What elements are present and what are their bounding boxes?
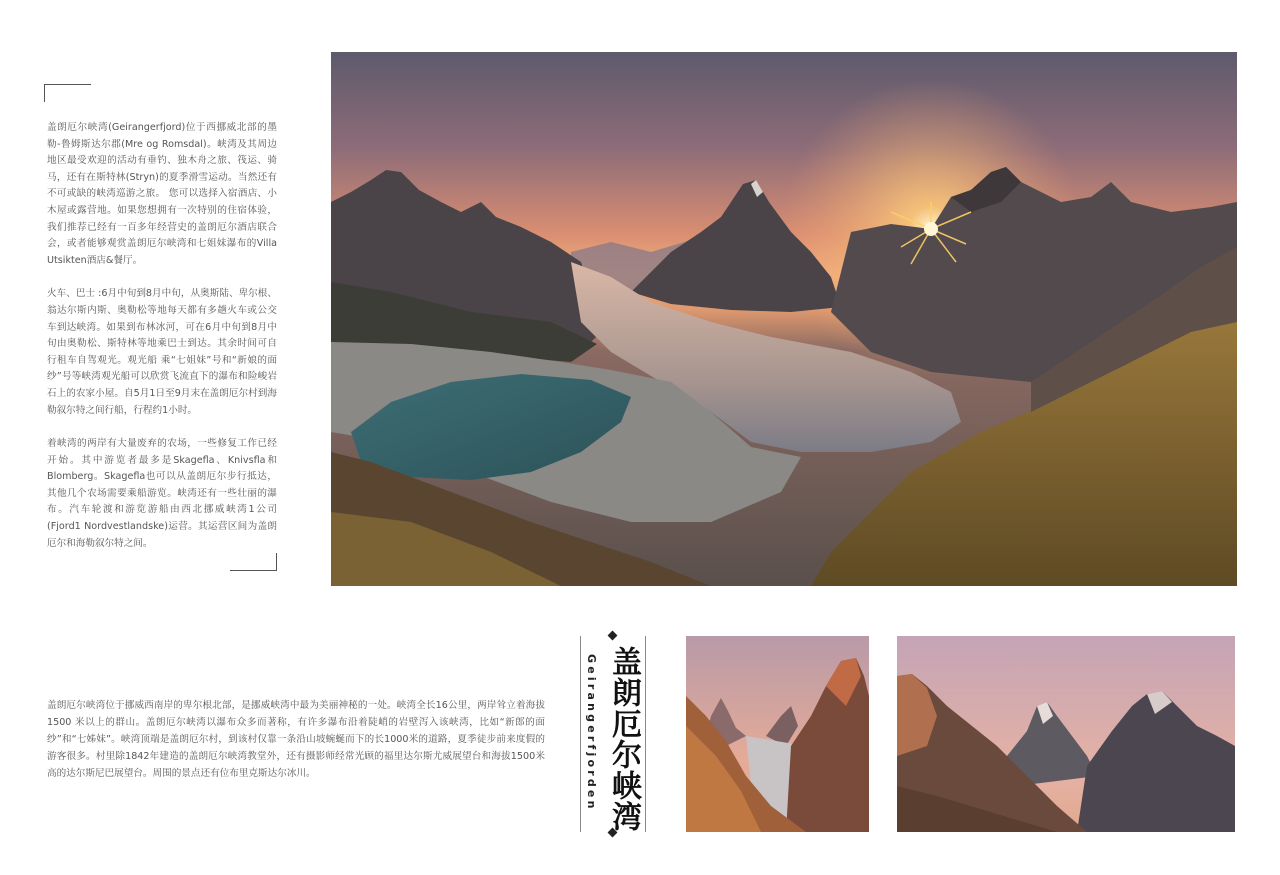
- side-paragraph-3: 着峡湾的两岸有大量废弃的农场，一些修复工作已经开始。其中游览者最多是Skagefla、Knivsfla和Blomberg。Skagefla也可以从盖朗厄尔步行抵达，其他几个农场需要乘船游览。峡湾还有一些壮丽的瀑布。汽车轮渡和游览游船由西北挪威峡湾1公司(Fjord1 Nordvestlandske)运营。其运营区间为盖朗厄尔和海勒叙尔特之间。: [47, 438, 277, 549]
- corner-mark-bottom-right: [230, 553, 277, 571]
- title-english: Geirangerfjorden: [585, 654, 598, 812]
- mountain-peaks-photo-icon: [897, 636, 1235, 832]
- thumbnail-photo-2: [897, 636, 1235, 832]
- title-rule-right: [645, 636, 646, 832]
- side-text-column: [47, 120, 277, 569]
- bottom-text-paragraph: 盖朗厄尔峡湾位于挪威西南岸的卑尔根北部，是挪威峡湾中最为美丽神秘的一处。峡湾全长16公里，两岸耸立着海拔1500 米以上的群山。盖朗厄尔峡湾以瀑布众多而著称，有许多瀑布沿着陡峭的岩壁泻入该峡湾，比如“新郎的面纱”和“七姊妹”。峡湾顶端是盖朗厄尔村，到该村仅靠一条沿山坡蜿蜒而下的长1000米的道路，夏季徒步前来度假的游客很多。村里除1842年建造的盖朗厄尔峡湾教堂外，还有摄影师经常光顾的福里达尔斯尤威展望台和海拔1500米高的达尔斯尼巴展望台。周围的景点还有位布里克斯达尔冰川。: [47, 700, 545, 779]
- vertical-title-block: [580, 636, 646, 832]
- side-paragraph-2: 火车、巴士 :6月中旬到8月中旬，从奥斯陆、卑尔根、翁达尔斯内斯、奥勒松等地每天都有多趟火车或公交车到达峡湾。如果到布林冰河，可在6月中旬到8月中旬由奥勒松、斯特林等地乘巴士到达。其余时间可自行租车自驾观光。观光船 乘“七姐妹”号和“新娘的面纱”号等峡湾观光船可以欣赏飞流直下的瀑布和险峻岩石上的农家小屋。自5月1日至9月末在盖朗厄尔村到海勒叙尔特之间行船，行程约1小时。: [47, 288, 277, 416]
- thumbnail-photo-1: [686, 636, 869, 832]
- corner-mark-top-left: [44, 84, 91, 102]
- mountain-glacier-photo-icon: [686, 636, 869, 832]
- side-paragraph-1: 盖朗厄尔峡湾(Geirangerfjord)位于西挪威北部的墨勒-鲁姆斯达尔郡(Mre og Romsdal)。峡湾及其周边地区最受欢迎的活动有垂钓、独木舟之旅、筏运、骑马，还有在斯特林(Stryn)的夏季滑雪运动。当然还有不可或缺的峡湾巡游之旅。 您可以选择入宿酒店、小木屋或露营地。如果您想拥有一次特别的住宿体验，我们推荐已经有一百多年经营史的盖朗厄尔酒店联合会，或者能够观赏盖朗厄尔峡湾和七姐妹瀑布的Villa Utsikten酒店&餐厅。: [47, 122, 277, 266]
- diamond-top-icon: [608, 631, 618, 641]
- title-chinese: 盖朗厄尔峡湾: [606, 646, 641, 832]
- title-rule-left: [580, 636, 581, 832]
- fjord-sunset-photo-icon: [331, 52, 1237, 586]
- hero-fjord-photo: [331, 52, 1237, 586]
